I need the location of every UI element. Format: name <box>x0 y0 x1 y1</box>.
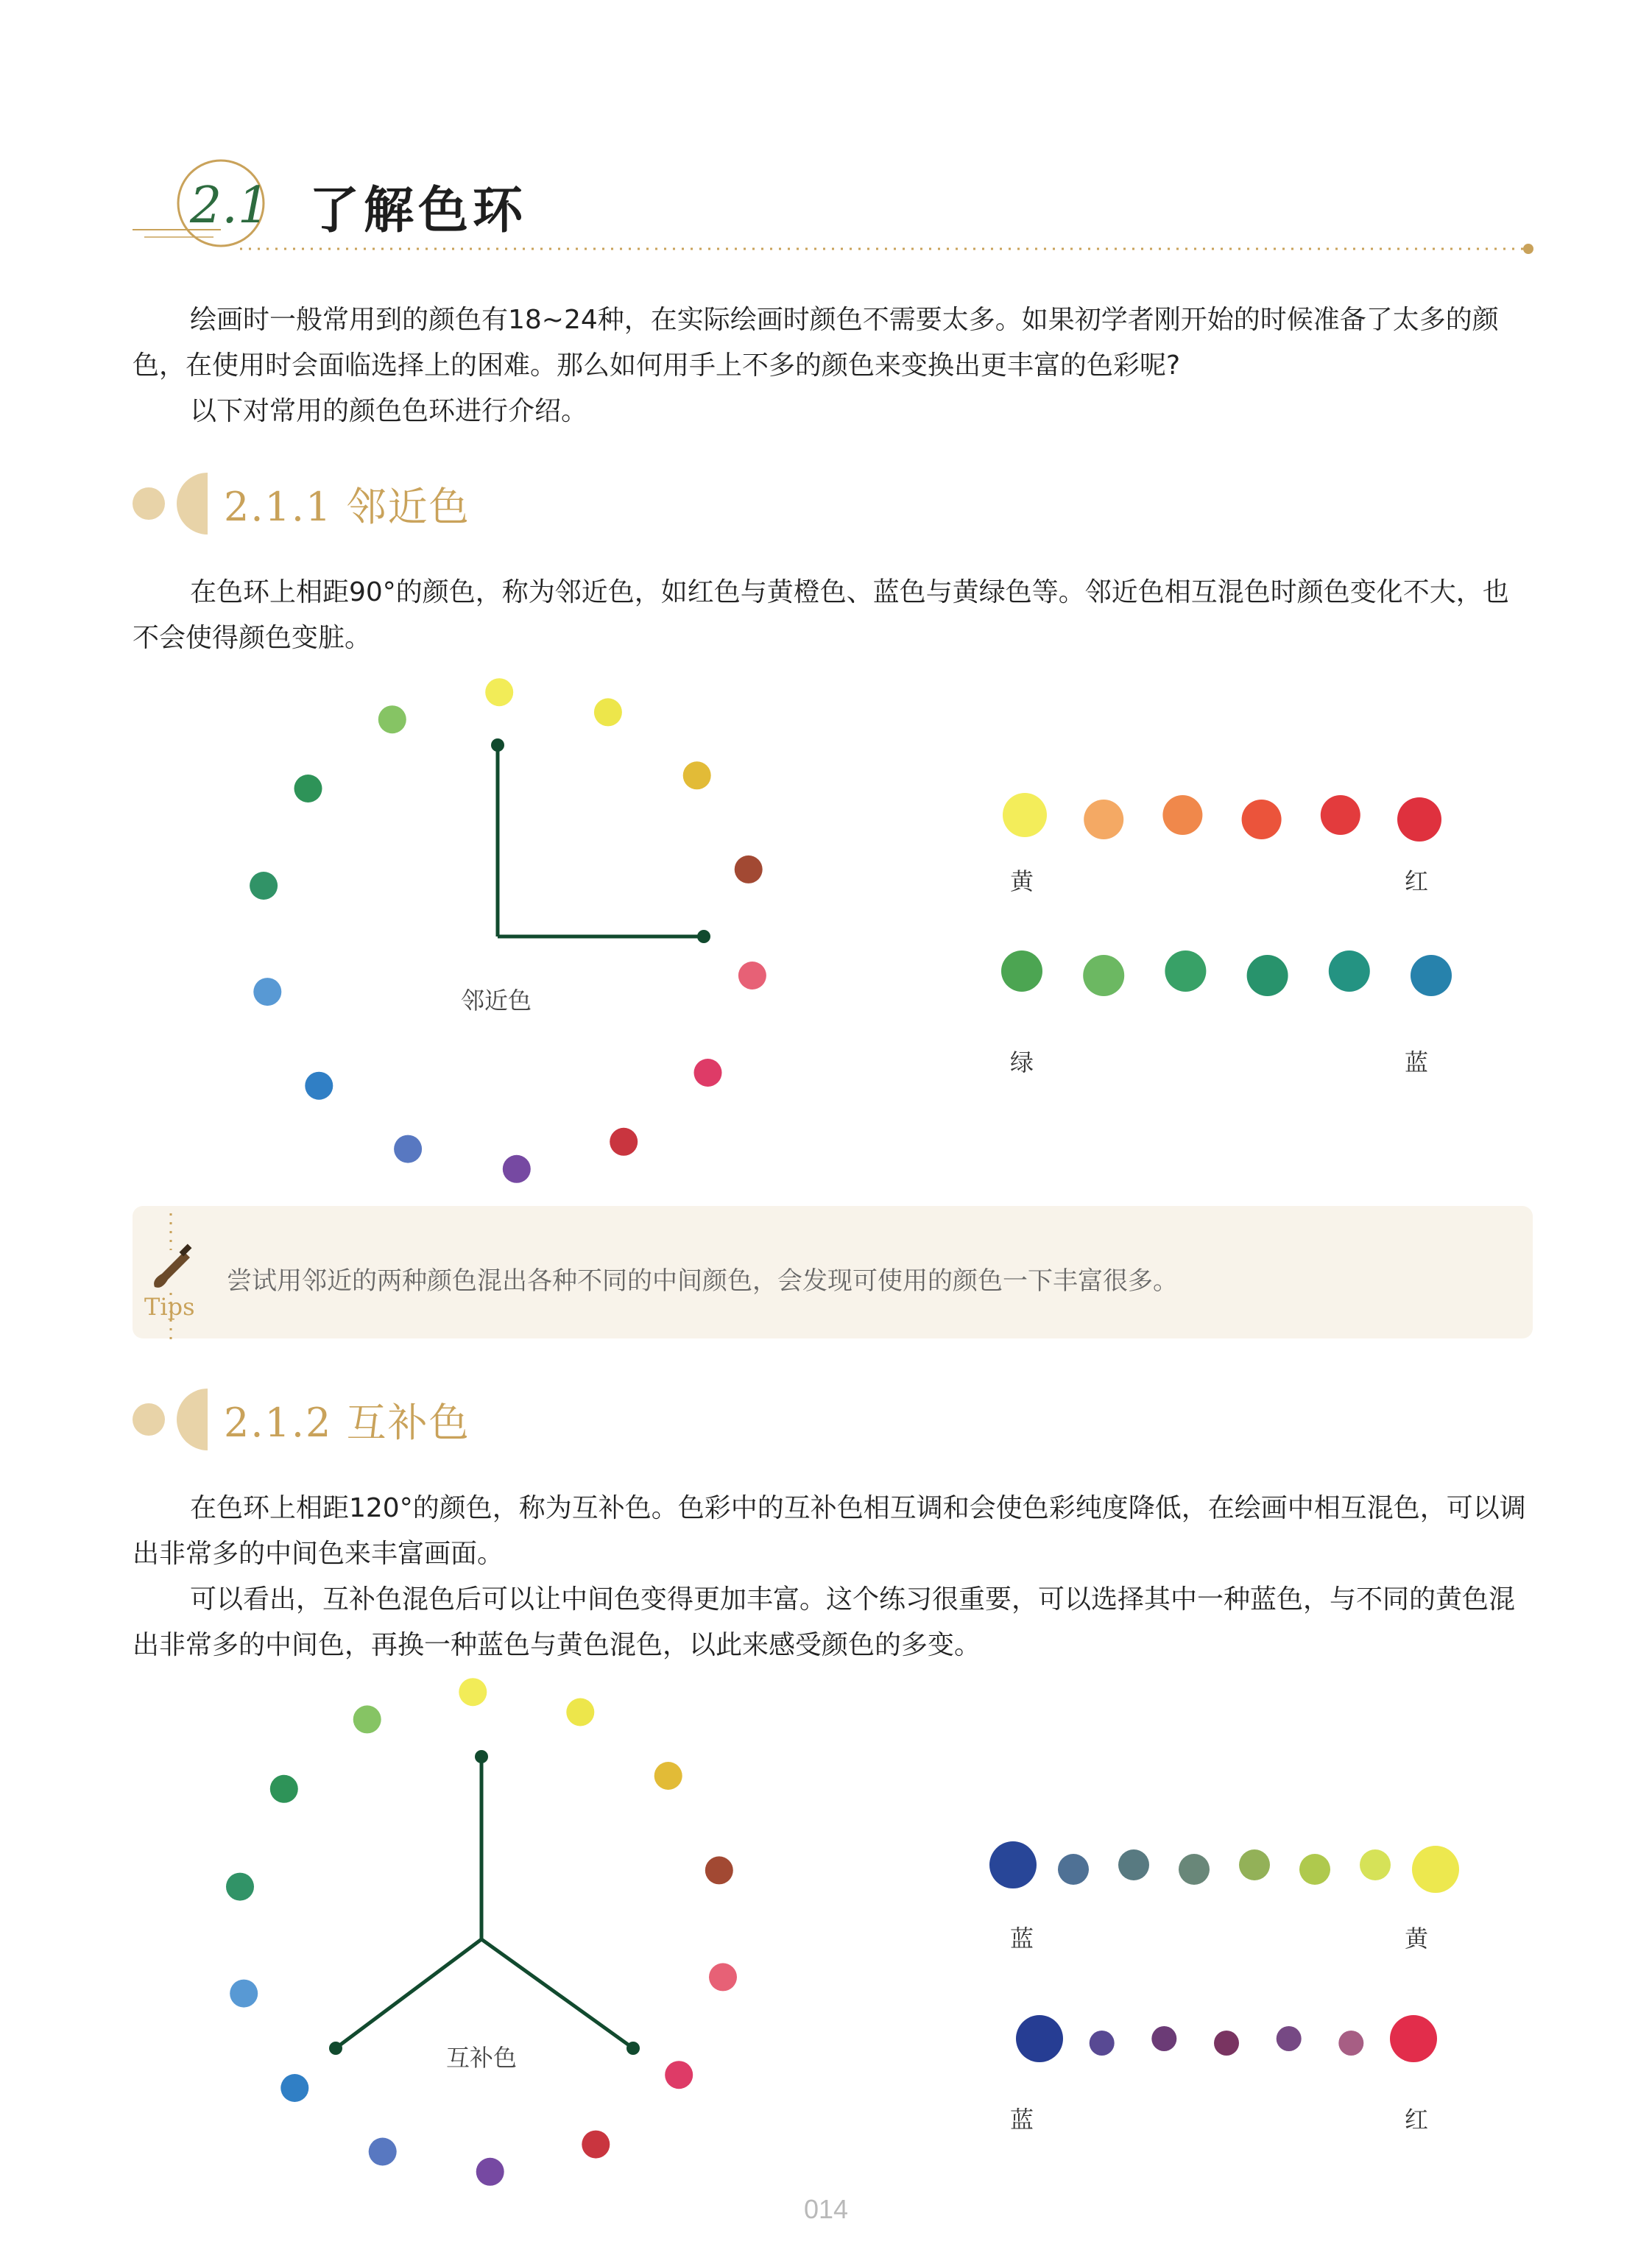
section1-text: 在色环上相距90°的颜色，称为邻近色，如红色与黄橙色、蓝色与黄绿色等。邻近色相互混色时颜色变化不大，也不会使得颜色变脏。 <box>133 577 1509 653</box>
intro-text-2: 以下对常用的颜色色环进行介绍。 <box>190 396 588 426</box>
yellow-red-swatch-1 <box>1003 793 1047 837</box>
blue-yellow-swatch-2 <box>1058 1854 1089 1885</box>
section1-marker <box>133 473 208 535</box>
blue-yellow-swatch-6 <box>1299 1854 1330 1885</box>
section2-text-1: 在色环上相距120°的颜色，称为互补色。色彩中的互补色相互调和会使色彩纯度降低，在绘画中相互混色，可以调出非常多的中间色来丰富画面。 <box>133 1493 1526 1569</box>
row4-left-label: 蓝 <box>1009 2106 1034 2134</box>
adjacent-wheel-dot-14 <box>378 705 406 733</box>
blue-red-swatch-3 <box>1151 2026 1176 2051</box>
section2-title: 2.1.2 互补色 <box>224 1400 470 1446</box>
section2-marker <box>133 1389 208 1450</box>
adjacent-wheel-dot-6 <box>694 1059 722 1087</box>
complementary-wheel-dot-13 <box>270 1775 298 1803</box>
complementary-wheel-label: 互补色 <box>445 2044 517 2072</box>
complementary-wheel-dot-12 <box>226 1873 254 1901</box>
intro-paragraph-2 <box>133 389 1534 434</box>
adjacent-wheel-dot-11 <box>253 978 281 1006</box>
blue-yellow-swatch-5 <box>1239 1849 1270 1880</box>
blue-yellow-swatch-1 <box>989 1841 1037 1888</box>
adjacent-wheel-dot-3 <box>683 761 711 789</box>
adjacent-wheel-dot-5 <box>738 962 766 990</box>
complementary-angle-lines <box>329 1750 640 2055</box>
blue-red-swatch-2 <box>1090 2031 1115 2056</box>
green-blue-swatch-3 <box>1165 950 1206 992</box>
section1-title: 2.1.1 邻近色 <box>224 484 470 530</box>
complementary-wheel-dot-2 <box>566 1699 594 1726</box>
adjacent-angle-lines <box>491 738 710 943</box>
tips-text: 尝试用邻近的两种颜色混出各种不同的中间颜色，会发现可使用的颜色一下丰富很多。 <box>227 1266 1178 1296</box>
adjacent-wheel-dot-13 <box>294 775 322 803</box>
row2-left-label: 绿 <box>1009 1048 1034 1076</box>
adjacent-wheel-dot-7 <box>610 1128 638 1156</box>
section2-paragraph-2 <box>133 1577 1534 1668</box>
blue-red-swatch-7 <box>1390 2015 1437 2062</box>
adjacent-color-wheel <box>250 678 766 1183</box>
yellow-red-swatch-3 <box>1162 795 1202 835</box>
blue-yellow-swatch-7 <box>1360 1849 1391 1880</box>
blue-yellow-swatch-3 <box>1118 1849 1149 1880</box>
complementary-wheel-dot-7 <box>582 2131 610 2159</box>
row3-right-label: 黄 <box>1404 1925 1428 1953</box>
green-blue-swatch-5 <box>1329 950 1370 992</box>
adjacent-wheel-dot-4 <box>735 856 763 883</box>
chapter-header <box>0 0 1652 265</box>
yellow-red-swatch-2 <box>1084 800 1123 839</box>
blue-red-swatch-4 <box>1214 2031 1239 2056</box>
blue-yellow-swatch-4 <box>1179 1854 1210 1885</box>
blue-red-swatch-1 <box>1016 2015 1063 2062</box>
yellow-red-swatch-5 <box>1321 795 1360 835</box>
adjacent-wheel-dot-8 <box>503 1155 531 1183</box>
section1-paragraph <box>133 570 1534 661</box>
blue-yellow-swatch-row <box>989 1841 1459 1893</box>
complementary-wheel-dot-9 <box>369 2138 397 2166</box>
row1-left-label: 黄 <box>1009 867 1034 895</box>
green-blue-swatch-6 <box>1411 955 1452 996</box>
intro-text-1: 绘画时一般常用到的颜色有18~24种，在实际绘画时颜色不需要太多。如果初学者刚开始的时候准备了太多的颜色，在使用时会面临选择上的困难。那么如何用手上不多的颜色来变换出更丰富的色彩呢? <box>133 305 1499 381</box>
section2-text-2: 可以看出，互补色混色后可以让中间色变得更加丰富。这个练习很重要，可以选择其中一种蓝色，与不同的黄色混出非常多的中间色，再换一种蓝色与黄色混色，以此来感受颜色的多变。 <box>133 1584 1516 1660</box>
blue-red-swatch-5 <box>1277 2026 1302 2051</box>
green-blue-swatch-2 <box>1083 955 1124 996</box>
adjacent-wheel-label: 邻近色 <box>460 987 532 1015</box>
adjacent-wheel-dot-12 <box>250 872 278 900</box>
yellow-red-swatch-row <box>1003 793 1441 842</box>
adjacent-wheel-dot-1 <box>485 678 513 706</box>
complementary-wheel-dot-5 <box>709 1963 737 1991</box>
adjacent-wheel-dot-9 <box>394 1135 422 1163</box>
complementary-wheel-dot-6 <box>665 2061 693 2089</box>
row4-right-label: 红 <box>1404 2106 1428 2134</box>
yellow-red-swatch-4 <box>1242 800 1282 839</box>
blue-red-swatch-row <box>1016 2015 1437 2062</box>
yellow-red-swatch-6 <box>1397 797 1441 842</box>
complementary-wheel-dot-11 <box>230 1980 258 2008</box>
chapter-title: 了解色环 <box>309 182 528 240</box>
blue-yellow-swatch-8 <box>1412 1846 1459 1893</box>
complementary-wheel-dot-14 <box>353 1705 381 1733</box>
row2-right-label: 蓝 <box>1404 1048 1428 1076</box>
section2-paragraph-1 <box>133 1486 1534 1577</box>
intro-paragraph-1 <box>133 297 1534 389</box>
complementary-wheel-dot-10 <box>280 2074 308 2102</box>
complementary-wheel-dot-1 <box>459 1678 487 1706</box>
green-blue-swatch-4 <box>1247 955 1288 996</box>
row1-right-label: 红 <box>1404 867 1428 895</box>
complementary-wheel-dot-3 <box>654 1762 682 1790</box>
chapter-number: 2.1 <box>190 177 270 235</box>
tips-label: Tips <box>144 1293 195 1321</box>
row3-left-label: 蓝 <box>1009 1925 1034 1953</box>
complementary-wheel-dot-8 <box>476 2158 504 2186</box>
blue-red-swatch-6 <box>1338 2031 1363 2056</box>
page-number: 014 <box>803 2194 849 2224</box>
green-blue-swatch-row <box>1001 950 1452 996</box>
complementary-wheel-dot-4 <box>705 1856 733 1884</box>
adjacent-wheel-dot-2 <box>594 698 622 726</box>
adjacent-wheel-dot-10 <box>305 1072 333 1100</box>
green-blue-swatch-1 <box>1001 950 1042 992</box>
